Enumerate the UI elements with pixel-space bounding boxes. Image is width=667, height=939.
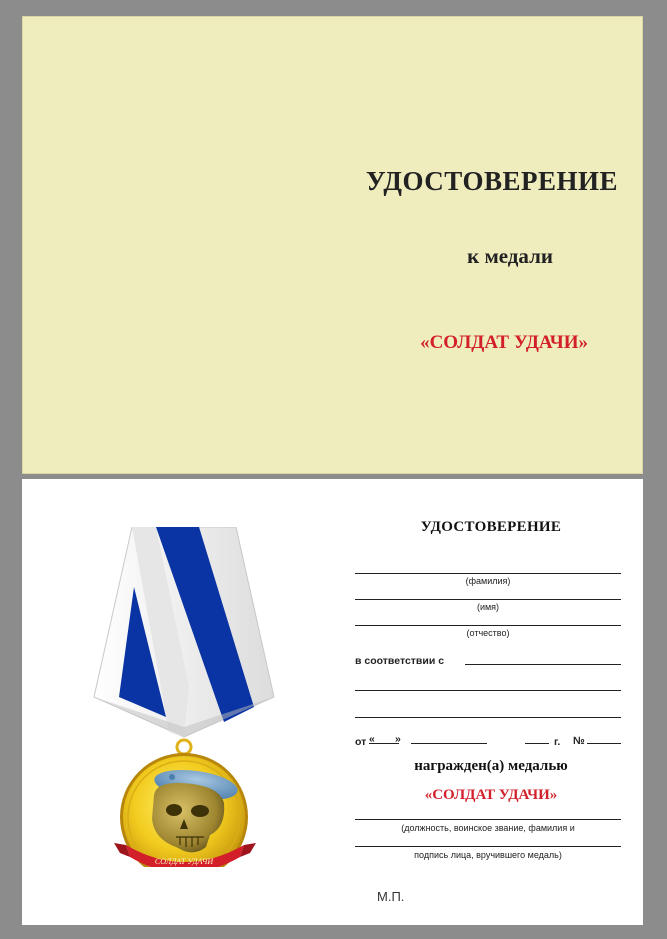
awarder-line[interactable] — [355, 819, 621, 820]
surname-caption: (фамилия) — [465, 576, 511, 586]
name-line[interactable] — [355, 599, 621, 600]
awarded-text: награжден(а) медалью — [414, 758, 568, 774]
surname-line[interactable] — [355, 573, 621, 574]
medal-illustration — [84, 527, 284, 867]
number-line[interactable] — [587, 743, 621, 744]
date-quote-open: « — [369, 733, 375, 745]
patronymic-caption: (отчество) — [466, 628, 510, 638]
number-label: № — [573, 735, 585, 747]
cover-subtitle: к медали — [467, 244, 553, 268]
according-line[interactable] — [465, 664, 621, 665]
position-caption: (должность, воинское звание, фамилия и — [401, 823, 575, 833]
according-label: в соответствии с — [355, 655, 445, 667]
date-from-label: от — [355, 736, 367, 748]
form-medal-name: «СОЛДАТ УДАЧИ» — [424, 787, 558, 803]
medal-image — [84, 527, 284, 867]
certificate-form — [355, 479, 627, 925]
year-label: г. — [554, 736, 561, 748]
stamp-place: М.П. — [377, 889, 405, 904]
signature-caption: подпись лица, вручившего медаль) — [414, 850, 562, 860]
name-caption: (имя) — [476, 602, 500, 612]
according-line-2[interactable] — [355, 690, 621, 691]
certificate-cover — [22, 16, 643, 474]
according-line-3[interactable] — [355, 717, 621, 718]
certificate-inner-page — [22, 479, 643, 925]
year-line[interactable] — [525, 743, 549, 744]
form-title: УДОСТОВЕРЕНИЕ — [420, 519, 562, 535]
date-quote-close: » — [395, 733, 401, 745]
patronymic-line[interactable] — [355, 625, 621, 626]
cover-title: УДОСТОВЕРЕНИЕ — [365, 166, 618, 196]
month-line[interactable] — [411, 743, 487, 744]
cover-medal-name: «СОЛДАТ УДАЧИ» — [420, 332, 588, 353]
signature-line[interactable] — [355, 846, 621, 847]
medal-ribbon-text: СОЛДАТ УДАЧИ — [154, 857, 214, 866]
